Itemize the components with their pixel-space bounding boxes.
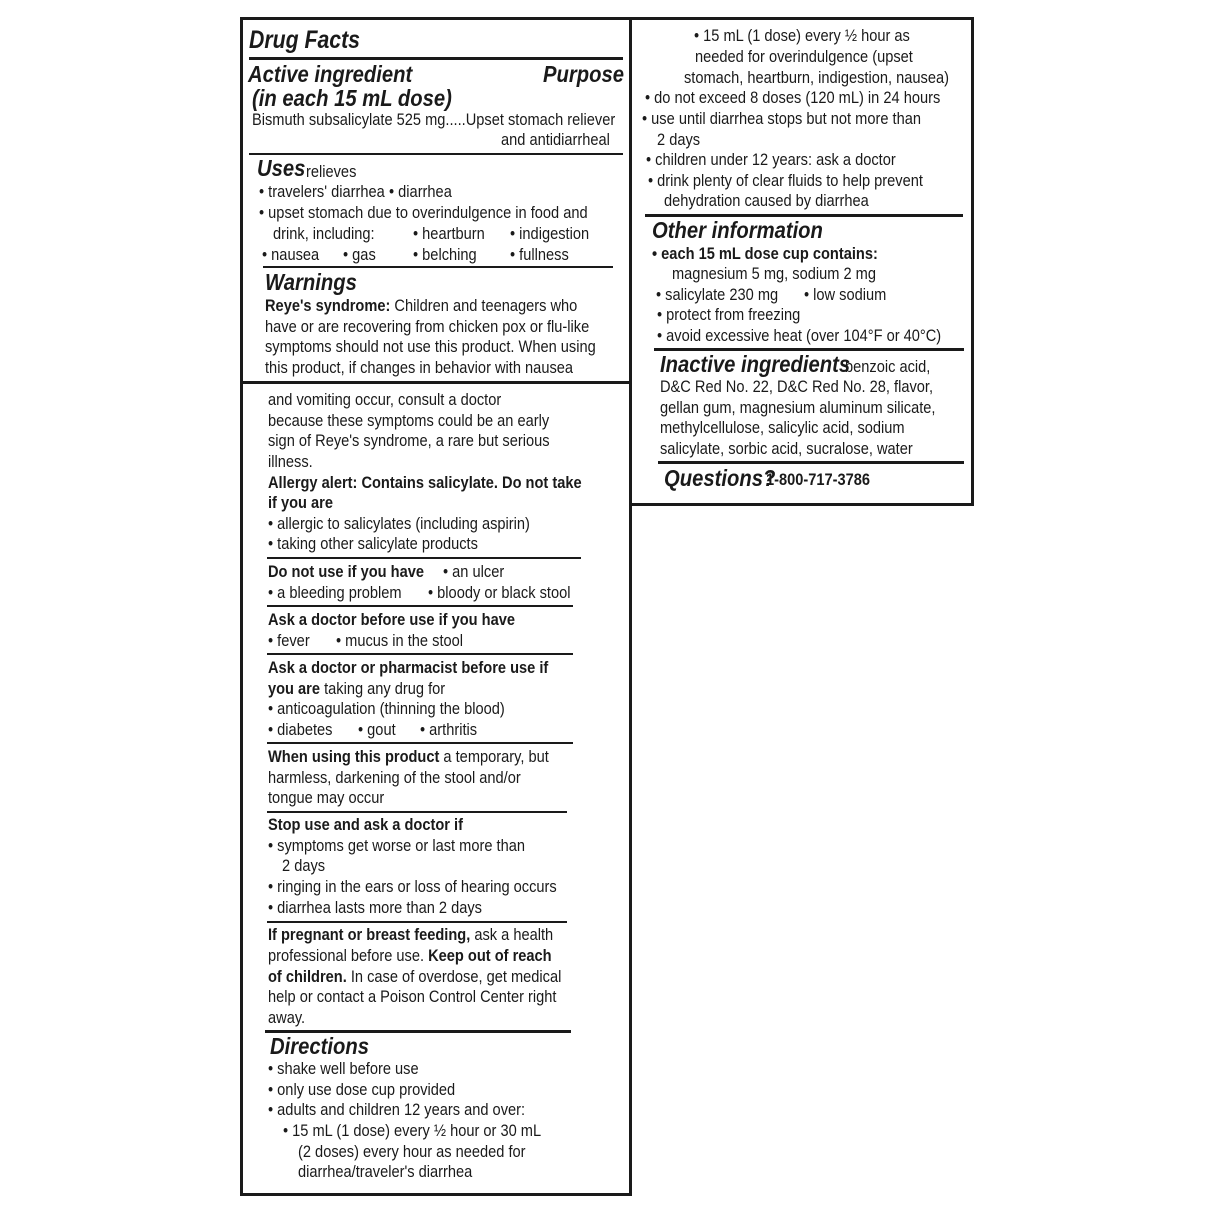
- active-ingredient-heading: Active ingredient: [248, 61, 413, 87]
- stop-use-heading: Stop use and ask a doctor if: [268, 815, 463, 834]
- section-rule: [267, 605, 573, 607]
- inactive-line: gellan gum, magnesium aluminum silicate,: [660, 398, 936, 417]
- directions-item: • shake well before use: [268, 1059, 419, 1078]
- keep-out-heading: Keep out of reach: [424, 946, 552, 965]
- when-using-text: a temporary, but: [439, 747, 549, 766]
- do-not-use-item: • an ulcer: [443, 562, 505, 581]
- stop-use-item: • symptoms get worse or last more than: [268, 836, 526, 855]
- section-rule: [267, 742, 573, 744]
- stop-use-item-cont: 2 days: [282, 856, 326, 875]
- directions-item-cont: dehydration caused by diarrhea: [664, 191, 869, 210]
- purpose-heading: Purpose: [543, 61, 624, 87]
- pregnant-line: away.: [268, 1008, 306, 1027]
- uses-item-cont: drink, including:: [273, 224, 375, 243]
- directions-item: • do not exceed 8 doses (120 mL) in 24 hours: [645, 88, 941, 107]
- questions-rule: [658, 461, 964, 464]
- allergy-item: • allergic to salicylates (including aspirin): [268, 514, 530, 533]
- ask-doctor-item: • fever: [268, 631, 310, 650]
- stop-use-item: • ringing in the ears or loss of hearing occurs: [268, 877, 557, 896]
- pregnant-line: [268, 925, 553, 946]
- ask-doctor-heading: Ask a doctor before use if you have: [268, 610, 515, 629]
- other-info-item: • each 15 mL dose cup contains:: [652, 244, 878, 263]
- ask-doctor-item: • mucus in the stool: [336, 631, 464, 650]
- title-rule: [249, 57, 623, 60]
- reyes-line: this product, if changes in behavior with nausea: [265, 358, 574, 377]
- ask-pharmacist-text: taking any drug for: [320, 679, 446, 698]
- directions-subitem-cont: (2 doses) every hour as needed for: [298, 1142, 526, 1161]
- reyes-line: and vomiting occur, consult a doctor: [268, 390, 502, 409]
- ask-pharmacist-item: • diabetes: [268, 720, 333, 739]
- drug-facts-panel-right: [629, 17, 974, 506]
- ask-pharmacist-bold: you are: [268, 679, 321, 698]
- when-using-line: [268, 747, 549, 768]
- directions-item: • adults and children 12 years and over:: [268, 1100, 526, 1119]
- directions-subitem-cont: diarrhea/traveler's diarrhea: [298, 1162, 473, 1181]
- ask-pharmacist-item: • arthritis: [420, 720, 478, 739]
- questions-phone: 1-800-717-3786: [766, 470, 871, 489]
- inactive-line: methylcellulose, salicylic acid, sodium: [660, 418, 905, 437]
- uses-item: • upset stomach due to overindulgence in food and: [259, 203, 588, 222]
- pregnant-line: [268, 946, 552, 967]
- allergy-alert: Allergy alert: Contains salicylate. Do not take: [268, 473, 582, 492]
- inactive-heading: Inactive ingredients: [660, 351, 851, 377]
- directions-subitem: • 15 mL (1 dose) every ½ hour or 30 mL: [283, 1121, 542, 1140]
- ask-pharmacist-line: [268, 679, 445, 700]
- directions-subitem-cont: stomach, heartburn, indigestion, nausea): [684, 68, 949, 87]
- when-using-heading: When using this product: [268, 747, 440, 766]
- reyes-line: symptoms should not use this product. When using: [265, 337, 596, 356]
- pregnant-line: help or contact a Poison Control Center right: [268, 987, 557, 1006]
- reyes-line: have or are recovering from chicken pox or flu-like: [265, 317, 590, 336]
- uses-item: • belching: [413, 245, 477, 264]
- questions-heading: Questions?: [664, 465, 776, 491]
- uses-item: • nausea: [262, 245, 320, 264]
- directions-item: • drink plenty of clear fluids to help prevent: [648, 171, 923, 190]
- reyes-line: because these symptoms could be an early: [268, 411, 550, 430]
- when-using-line: harmless, darkening of the stool and/or: [268, 768, 521, 787]
- other-info-item: • low sodium: [804, 285, 887, 304]
- other-info-item-cont: magnesium 5 mg, sodium 2 mg: [672, 264, 876, 283]
- directions-subitem: • 15 mL (1 dose) every ½ hour as: [694, 26, 910, 45]
- directions-item: • children under 12 years: ask a doctor: [646, 150, 896, 169]
- do-not-use-heading: Do not use if you have: [268, 562, 424, 581]
- other-info-item: • protect from freezing: [657, 305, 801, 324]
- directions-subitem-cont: needed for overindulgence (upset: [695, 47, 913, 66]
- ask-pharmacist-item: • gout: [358, 720, 396, 739]
- uses-item: • fullness: [510, 245, 569, 264]
- section-rule: [267, 653, 573, 655]
- reyes-text: Children and teenagers who: [390, 296, 578, 315]
- pregnant-text: professional before use.: [268, 946, 425, 965]
- drug-facts-panel-bottom-left: [240, 381, 632, 1196]
- uses-item: • indigestion: [510, 224, 590, 243]
- reyes-label: Reye's syndrome:: [265, 296, 391, 315]
- section-rule: [267, 811, 567, 813]
- pregnant-text: ask a health: [470, 925, 554, 944]
- pregnant-line: [268, 967, 561, 988]
- drug-facts-panel-top-left: [240, 17, 632, 384]
- other-info-item: • avoid excessive heat (over 104°F or 40°C): [657, 326, 942, 345]
- reyes-line: sign of Reye's syndrome, a rare but serious: [268, 431, 550, 450]
- other-info-item: • salicylate 230 mg: [656, 285, 779, 304]
- do-not-use-item: • a bleeding problem: [268, 583, 402, 602]
- when-using-line: tongue may occur: [268, 788, 385, 807]
- active-ingredient-line: Bismuth subsalicylate 525 mg.....Upset stomach reliever: [252, 110, 616, 129]
- section-rule: [267, 921, 567, 923]
- inactive-line: salicylate, sorbic acid, sucralose, water: [660, 439, 913, 458]
- other-info-heading: Other information: [652, 217, 823, 243]
- allergy-alert: if you are: [268, 493, 334, 512]
- purpose-line: and antidiarrheal: [501, 130, 610, 149]
- directions-item-cont: 2 days: [657, 130, 701, 149]
- inactive-line: benzoic acid,: [845, 357, 931, 376]
- section-rule: [267, 557, 581, 559]
- warnings-rule: [263, 266, 613, 268]
- uses-item: • diarrhea: [389, 182, 452, 201]
- warnings-heading: Warnings: [265, 269, 357, 295]
- directions-item: • use until diarrhea stops but not more than: [642, 109, 922, 128]
- uses-item: • heartburn: [413, 224, 485, 243]
- allergy-item: • taking other salicylate products: [268, 534, 478, 553]
- uses-intro: relieves: [306, 162, 357, 181]
- reyes-line: [265, 296, 577, 317]
- uses-item: • travelers' diarrhea: [259, 182, 385, 201]
- ask-pharmacist-item: • anticoagulation (thinning the blood): [268, 699, 505, 718]
- ask-pharmacist-heading: Ask a doctor or pharmacist before use if: [268, 658, 549, 677]
- overdose-text: In case of overdose, get medical: [346, 967, 562, 986]
- do-not-use-item: • bloody or black stool: [428, 583, 571, 602]
- stop-use-item: • diarrhea lasts more than 2 days: [268, 898, 482, 917]
- directions-heading: Directions: [270, 1033, 369, 1059]
- uses-heading-line: [257, 156, 312, 181]
- active-ingredient-subheading: (in each 15 mL dose): [252, 85, 452, 111]
- inactive-line: D&C Red No. 22, D&C Red No. 28, flavor,: [660, 377, 934, 396]
- directions-item: • only use dose cup provided: [268, 1080, 456, 1099]
- pregnant-heading: If pregnant or breast feeding,: [268, 925, 471, 944]
- uses-item: • gas: [343, 245, 376, 264]
- reyes-line: illness.: [268, 452, 313, 471]
- keep-out-heading: of children.: [268, 967, 347, 986]
- drug-facts-title: Drug Facts: [249, 26, 361, 54]
- uses-heading: Uses: [257, 155, 306, 181]
